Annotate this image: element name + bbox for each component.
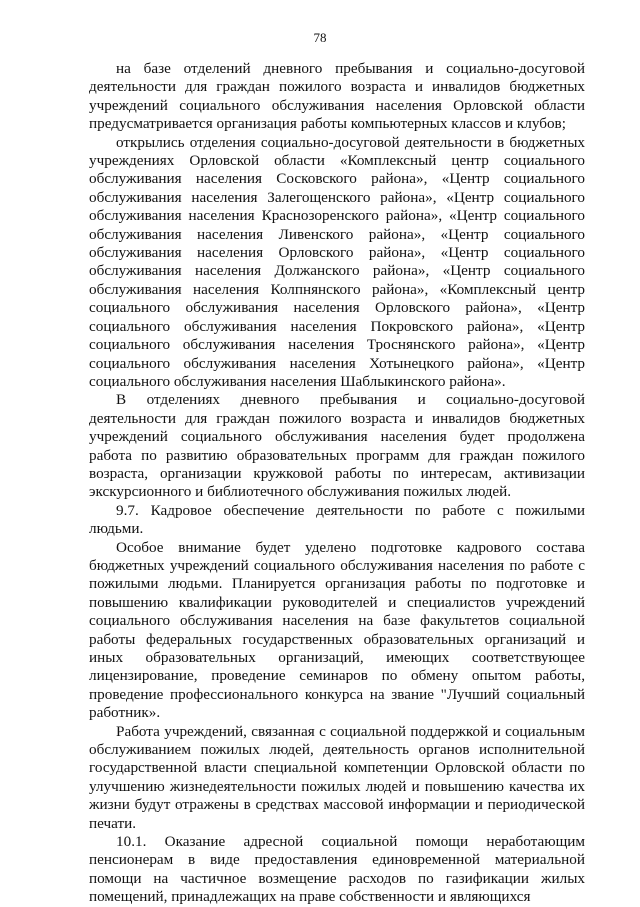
section-heading: 9.7. Кадровое обеспечение деятельности по работе с пожилыми людьми.: [89, 501, 585, 538]
paragraph: 10.1. Оказание адресной социальной помощи неработающим пенсионерам в виде предоставления единовременной материальной помощи на частичное возмещение расходов по газификации жилых помещений, принадлежащих на праве собственности и являющихся: [89, 833, 585, 906]
page-number: 78: [313, 30, 327, 45]
paragraph: на базе отделений дневного пребывания и социально-досуговой деятельности для граждан пожилого возраста и инвалидов бюджетных учреждений социального обслуживания населения Орловской области предусматривается организация работы компьютерных классов и клубов;: [89, 60, 585, 133]
paragraph: открылись отделения социально-досуговой деятельности в бюджетных учреждениях Орловской области «Комплексный центр социального обслуживания населения Сосковского района», «Центр социального обслуживания населения Залегощенского района», «Центр социального обслуживания населения Краснозоренского района», «Центр социального обслуживания населения Ливенского района», «Центр социального обслуживания населения Орловского района», «Центр социального обслуживания населения Должанского района», «Центр социального обслуживания населения Колпнянского района», «Комплексный центр социального обслуживания населения Орловского района», «Центр социального обслуживания населения Покровского района», «Центр социального обслуживания населения Троснянского района», «Центр социального обслуживания населения Хотынецкого района», «Центр социального обслуживания населения Шаблыкинского района».: [89, 133, 585, 390]
paragraph: В отделениях дневного пребывания и социально-досуговой деятельности для граждан пожилого возраста и инвалидов бюджетных учреждений социального обслуживания населения будет продолжена работа по развитию образовательных программ для граждан пожилого возраста, организации кружковой работы по интересам, активизации экскурсионного и библиотечного обслуживания пожилых людей.: [89, 391, 585, 501]
paragraph: Работа учреждений, связанная с социальной поддержкой и социальным обслуживанием пожилых людей, деятельность органов исполнительной государственной власти специальной компетенции Орловской области по улучшению жизнедеятельности пожилых людей и повышению качества их жизни будут отражены в средствах массовой информации и периодической печати.: [89, 722, 585, 832]
document-body: [89, 60, 585, 907]
paragraph: Особое внимание будет уделено подготовке кадрового состава бюджетных учреждений социального обслуживания населения по работе с пожилыми людьми. Планируется организация работы по подготовке и повышению квалификации руководителей и специалистов учреждений социального обслуживания населения на базе факультетов социальной работы федеральных государственных образовательных организаций и иных образовательных организаций, имеющих соответствующее лицензирование, проведение семинаров по обмену опытом работы, проведение профессионального конкурса на звание "Лучший социальный работник».: [89, 538, 585, 722]
